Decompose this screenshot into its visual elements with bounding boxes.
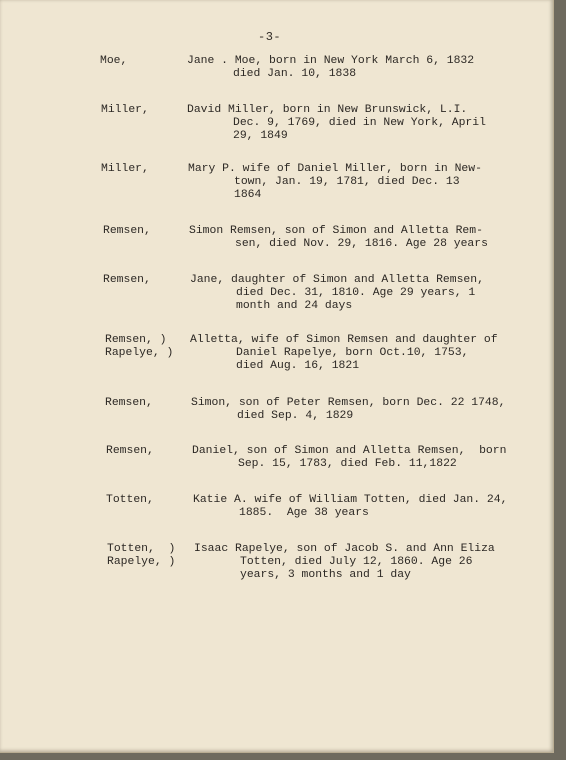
entry-text-line: town, Jan. 19, 1781, died Dec. 13 [234, 176, 460, 188]
entry-text-line: Jane . Moe, born in New York March 6, 1832 [187, 55, 475, 67]
entry-description [192, 445, 506, 471]
entry-text-line: 29, 1849 [233, 130, 288, 142]
entry-surname: Remsen, [106, 445, 154, 457]
entry-surname: Miller, [101, 163, 149, 175]
entry-text-line: Isaac Rapelye, son of Jacob S. and Ann Eliza [194, 543, 495, 555]
entry-text-line: sen, died Nov. 29, 1816. Age 28 years [235, 238, 488, 250]
entry-text-line: Daniel Rapelye, born Oct.10, 1753, [236, 347, 469, 359]
entry-description [187, 55, 474, 81]
entry-text-line: 1864 [234, 189, 262, 201]
entry-surname: Remsen, [103, 274, 151, 286]
entry-text-line: Simon, son of Peter Remsen, born Dec. 22 1748, [191, 397, 506, 409]
entry-text-line: Alletta, wife of Simon Remsen and daughter of [190, 334, 498, 346]
entry-description [187, 104, 486, 143]
entry-description [189, 225, 488, 251]
entry-surname: Totten, ) Rapelye, ) [107, 543, 176, 568]
entry-surname: Remsen, [103, 225, 151, 237]
entry-text-line: Dec. 9, 1769, died in New York, April [233, 117, 486, 129]
entry-description [190, 334, 498, 373]
entry-text-line: David Miller, born in New Brunswick, L.I. [187, 104, 468, 116]
entry-description [193, 494, 507, 520]
entry-text-line: years, 3 months and 1 day [240, 569, 411, 581]
entry-text-line: 1885. Age 38 years [239, 507, 369, 519]
entry-surname: Miller, [101, 104, 149, 116]
entry-text-line: Simon Remsen, son of Simon and Alletta Rem- [189, 225, 483, 237]
entry-description [194, 543, 495, 582]
entry-surname: Remsen, [105, 397, 153, 409]
entry-text-line: Sep. 15, 1783, died Feb. 11,1822 [238, 458, 457, 470]
entry-text-line: died Jan. 10, 1838 [233, 68, 357, 80]
entry-surname: Remsen, ) Rapelye, ) [105, 334, 174, 359]
entry-text-line: Katie A. wife of William Totten, died Jan. 24, [193, 494, 508, 506]
entry-text-line: Mary P. wife of Daniel Miller, born in New- [188, 163, 482, 175]
entry-text-line: died Dec. 31, 1810. Age 29 years, 1 [236, 287, 476, 299]
entry-text-line: Totten, died July 12, 1860. Age 26 [240, 556, 473, 568]
entry-text-line: died Aug. 16, 1821 [236, 360, 360, 372]
entry-description [188, 163, 482, 202]
entry-text-line: died Sep. 4, 1829 [237, 410, 354, 422]
entry-text-line: Jane, daughter of Simon and Alletta Remsen, [190, 274, 484, 286]
page-number: -3- [258, 30, 282, 44]
entry-text-line: month and 24 days [236, 300, 353, 312]
entry-description [191, 397, 505, 423]
entry-description [190, 274, 484, 313]
entry-surname: Moe, [100, 55, 128, 67]
entry-text-line: Daniel, son of Simon and Alletta Remsen, born [192, 445, 507, 457]
entry-surname: Totten, [106, 494, 154, 506]
